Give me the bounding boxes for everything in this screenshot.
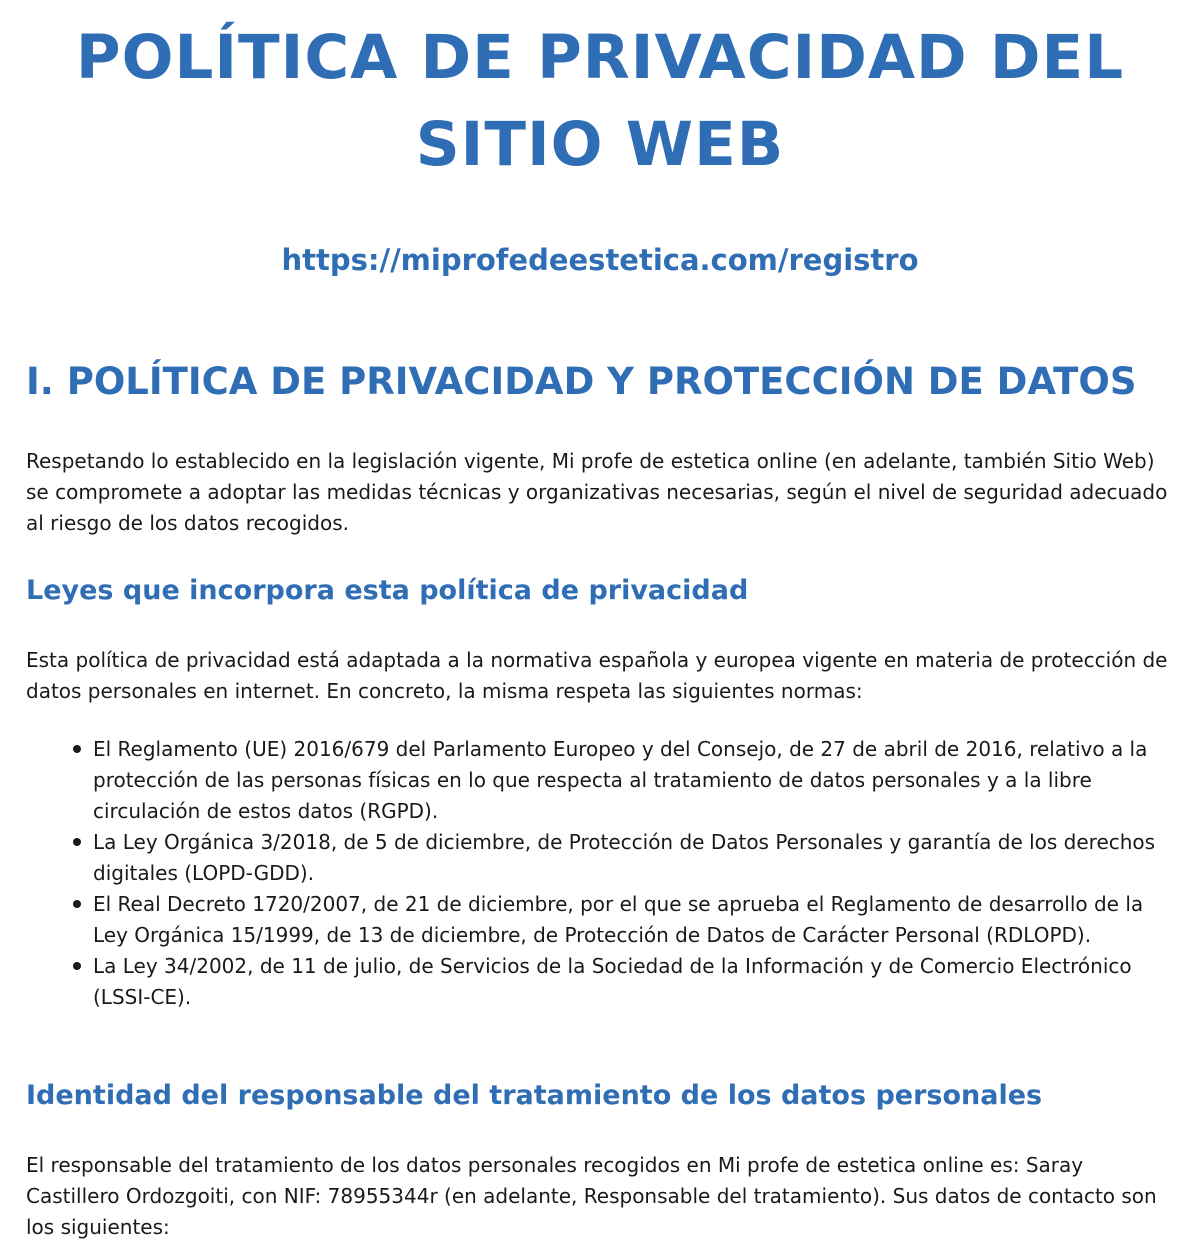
list-item <box>93 827 1178 889</box>
laws-list <box>93 734 1178 1013</box>
bullet-icon <box>73 745 81 753</box>
list-item-text: La Ley 34/2002, de 11 de julio, de Servicios de la Sociedad de la Información y de Comercio Electrónico (LSSI-CE). <box>93 954 1132 1009</box>
identity-heading: Identidad del responsable del tratamiento de los datos personales <box>26 1080 1043 1111</box>
page-title: POLÍTICA DE PRIVACIDAD DEL SITIO WEB <box>75 22 1125 180</box>
section-heading-privacy: I. POLÍTICA DE PRIVACIDAD Y PROTECCIÓN DE DATOS <box>26 360 1137 403</box>
site-url-link[interactable]: https://miprofedeestetica.com/registro <box>281 243 919 277</box>
laws-intro-paragraph: Esta política de privacidad está adaptada a la normativa española y europea vigente en materia de protección de datos personales en internet. En concreto, la misma respeta las siguientes normas: <box>26 648 1168 703</box>
list-item-text: El Reglamento (UE) 2016/679 del Parlamento Europeo y del Consejo, de 27 de abril de 2016, relativo a la protección de las personas físicas en lo que respecta al tratamiento de datos personales y a la libre circulación de estos datos (RGPD). <box>93 737 1148 823</box>
intro-paragraph: Respetando lo establecido en la legislación vigente, Mi profe de estetica online (en adelante, también Sitio Web) se compromete a adoptar las medidas técnicas y organizativas necesarias, según el nivel de seguridad adecuado al riesgo de los datos recogidos. <box>26 449 1168 535</box>
list-item-text: La Ley Orgánica 3/2018, de 5 de diciembre, de Protección de Datos Personales y garantía de los derechos digitales (LOPD-GDD). <box>93 830 1156 885</box>
bullet-icon <box>73 838 81 846</box>
list-item <box>93 734 1178 827</box>
bullet-icon <box>73 962 81 970</box>
identity-paragraph: El responsable del tratamiento de los datos personales recogidos en Mi profe de estetica online es: Saray Castillero Ordozgoiti, con NIF: 78955344r (en adelante, Responsable del tratamiento). Sus datos de contacto son los siguientes: <box>26 1153 1157 1239</box>
list-item-text: El Real Decreto 1720/2007, de 21 de diciembre, por el que se aprueba el Reglamento de desarrollo de la Ley Orgánica 15/1999, de 13 de diciembre, de Protección de Datos de Carácter Personal (RDLOPD). <box>93 892 1144 947</box>
laws-heading: Leyes que incorpora esta política de privacidad <box>26 575 749 606</box>
list-item <box>93 889 1178 951</box>
bullet-icon <box>73 900 81 908</box>
list-item <box>93 951 1178 1013</box>
